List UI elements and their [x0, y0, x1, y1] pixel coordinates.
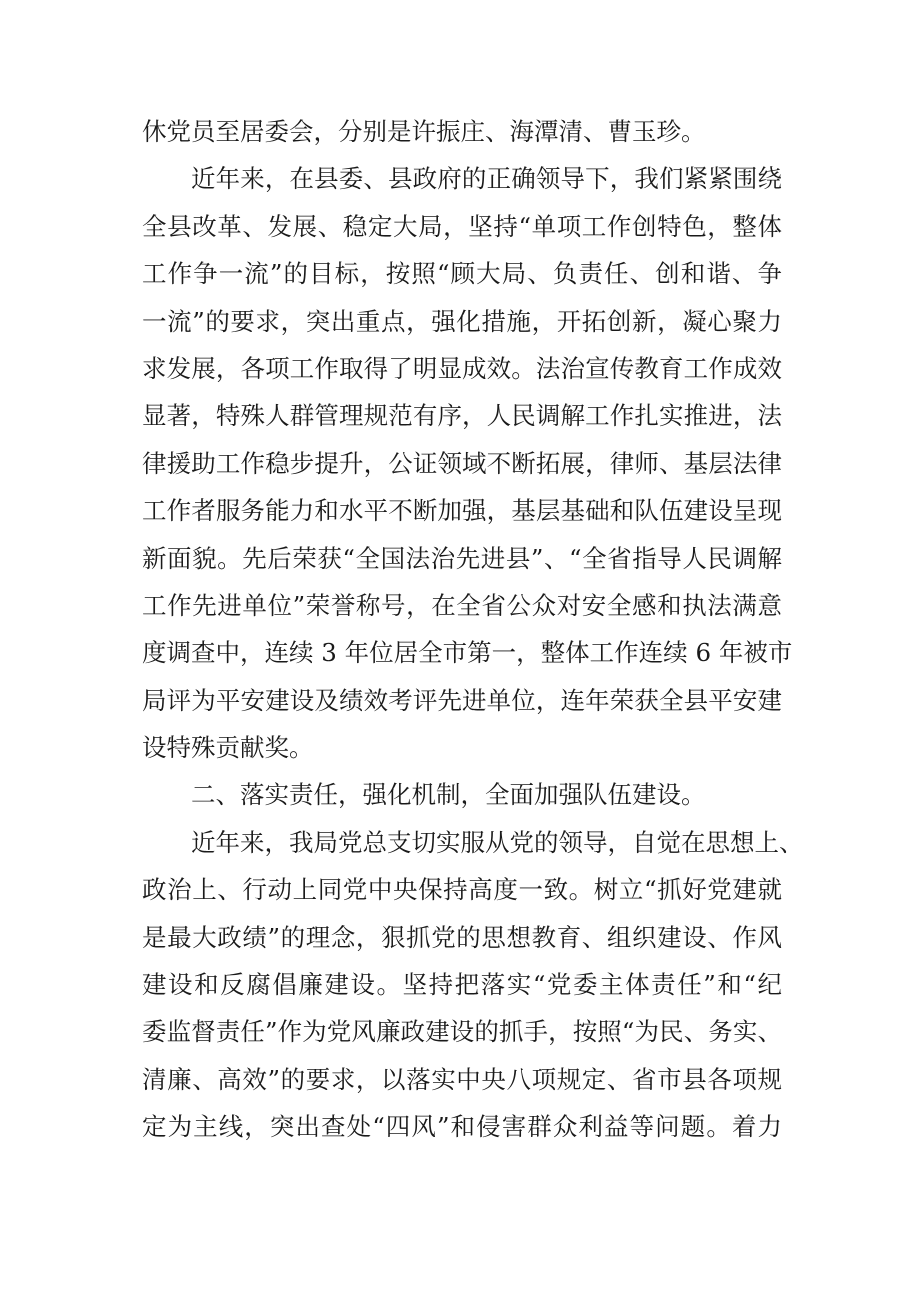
text-line: 二、落实责任，强化机制，全面加强队伍建设。 — [191, 780, 706, 810]
text-line: 定为主线，突出查处“四风”和侵害群众利益等问题。着力 — [142, 1112, 782, 1142]
text-line: 求发展，各项工作取得了明显成效。法治宣传教育工作成效 — [142, 353, 782, 383]
text-line: 政治上、行动上同党中央保持高度一致。树立“抓好党建就 — [142, 875, 782, 905]
text-line: 休党员至居委会，分别是许振庄、海潭清、曹玉珍。 — [142, 117, 706, 146]
text-line: 局评为平安建设及绩效考评先进单位，连年荣获全县平安建 — [142, 685, 782, 715]
text-line: 工作先进单位”荣誉称号，在全省公众对安全感和执法满意 — [142, 590, 782, 620]
text-line: 新面貌。先后荣获“全国法治先进县”、“全省指导人民调解 — [142, 543, 782, 573]
text-line: 近年来，我局党总支切实服从党的领导，自觉在思想上、 — [191, 827, 804, 857]
text-line: 全县改革、发展、稳定大局，坚持“单项工作创特色，整体 — [142, 211, 782, 241]
text-line: 是最大政绩”的理念，狠抓党的思想教育、组织建设、作风 — [142, 922, 782, 952]
text-line: 委监督责任”作为党风廉政建设的抓手，按照“为民、务实、 — [142, 1017, 782, 1047]
text-line: 设特殊贡献奖。 — [142, 733, 314, 763]
text-line: 律援助工作稳步提升，公证领域不断拓展，律师、基层法律 — [142, 448, 782, 478]
document-body-text — [142, 108, 804, 1151]
text-line: 度调查中，连续 3 年位居全市第一，整体工作连续 6 年被市 — [142, 638, 793, 668]
text-line: 建设和反腐倡廉建设。坚持把落实“党委主体责任”和“纪 — [142, 970, 782, 1000]
text-line: 工作者服务能力和水平不断加强，基层基础和队伍建设呈现 — [142, 496, 782, 526]
text-line: 清廉、高效”的要求，以落实中央八项规定、省市县各项规 — [142, 1064, 782, 1094]
text-line: 工作争一流”的目标，按照“顾大局、负责任、创和谐、争 — [142, 259, 782, 289]
text-line: 近年来，在县委、县政府的正确领导下，我们紧紧围绕 — [191, 164, 782, 194]
text-line: 显著，特殊人群管理规范有序，人民调解工作扎实推进，法 — [142, 401, 782, 431]
text-line: 一流”的要求，突出重点，强化措施，开拓创新，凝心聚力 — [142, 306, 782, 336]
